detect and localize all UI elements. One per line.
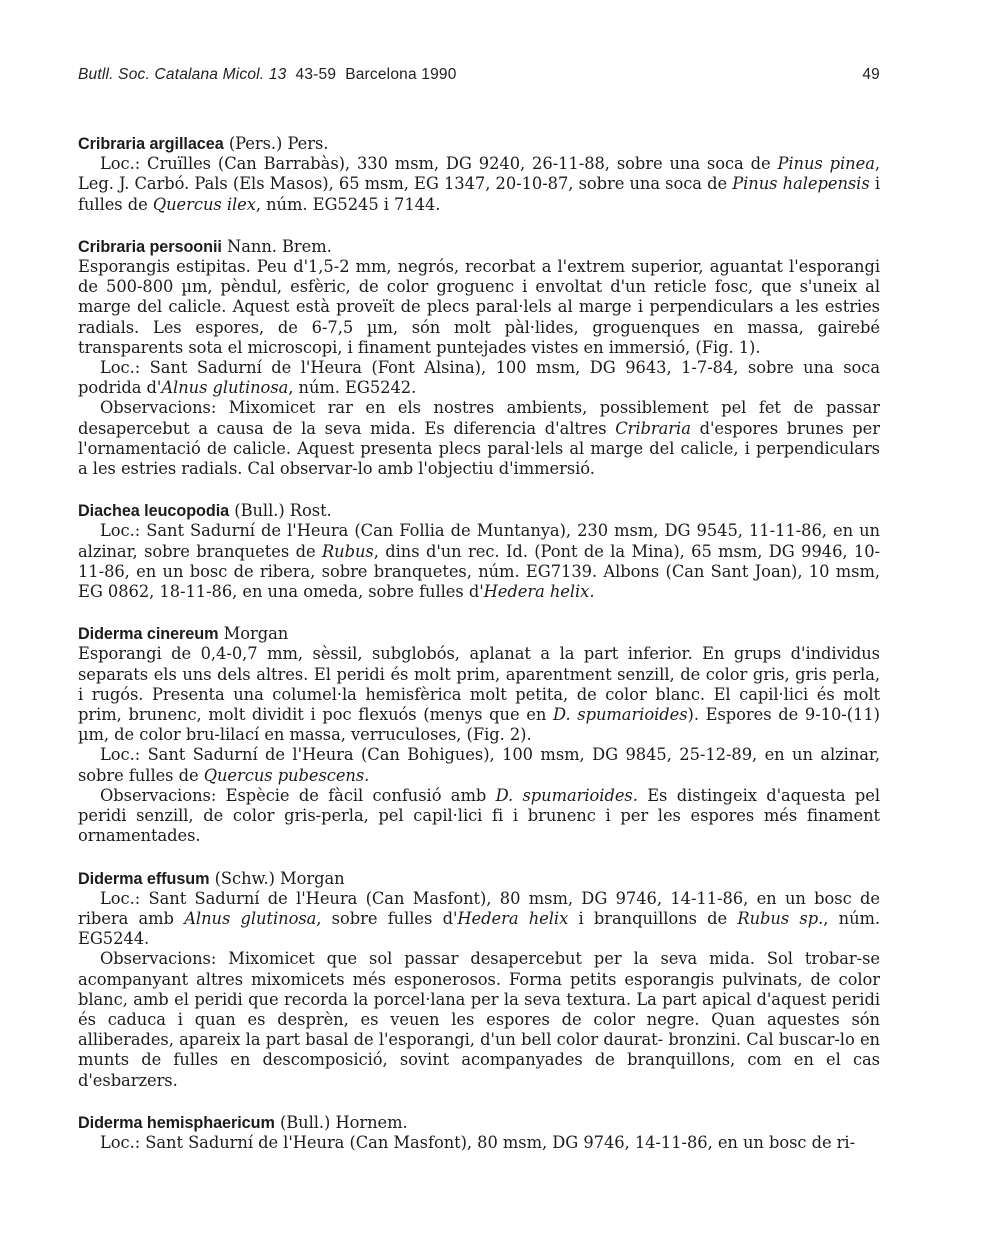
species-authority: (Schw.) Morgan <box>214 868 345 888</box>
species-name: Diderma hemisphaericum <box>78 1113 275 1132</box>
paragraph-text: Loc.: Sant Sadurní de l'Heura (Can Follia de Muntanya), 230 msm, DG 9545, 11-11-86, en un alzinar, sobre branquetes de <box>78 521 880 561</box>
species-entry <box>78 624 880 846</box>
page-number: 49 <box>862 66 880 83</box>
paragraph-text: i fulles de <box>78 174 880 214</box>
species-name: Diachea leucopodia <box>78 502 230 521</box>
species-authority: (Bull.) Rost. <box>234 501 332 521</box>
species-heading <box>78 1113 880 1133</box>
italic-taxon-text: Rubus <box>321 541 374 561</box>
species-heading <box>78 501 880 521</box>
entry-paragraph <box>78 154 880 215</box>
entry-paragraph <box>78 949 880 1090</box>
paragraph-text: , Leg. J. Carbó. Pals (Els Masos), 65 msm, EG 1347, 20-10-87, sobre una soca de <box>78 154 880 194</box>
paragraph-text: i branquillons de <box>568 908 738 928</box>
paragraph-text: Esporangis estipitas. Peu d'1,5-2 mm, negrós, recorbat a l'extrem superior, aguantat l'esporangi de 500-800 µm, pèndul, esfèric, de color groguenc i envoltat d'un reticle fosc, que s'uneix al marge del calicle. Aquest està proveït de plecs paral·lels al marge i perpendiculars a les estries radials. Les espores, de 6-7,5 µm, són molt pàl·lides, groguenques en massa, gairebé transparents sota el microscopi, i finament puntejades vistes en immersió, (Fig. 1). <box>78 257 880 357</box>
italic-taxon-text: D. spumarioides. <box>495 785 638 805</box>
species-authority: (Pers.) Pers. <box>228 134 329 153</box>
paragraph-text: , núm. EG5245 i 7144. <box>255 194 441 214</box>
entry-paragraph <box>78 257 880 358</box>
paragraph-text: Loc.: Sant Sadurní de l'Heura (Can Masfont), 80 msm, DG 9746, 14-11-86, en un bosc de ri- <box>100 1132 856 1152</box>
italic-taxon-text: Quercus ilex <box>152 194 256 214</box>
species-entry <box>78 501 880 602</box>
italic-taxon-text: Alnus glutinosa <box>161 378 289 398</box>
species-entry <box>78 134 880 215</box>
italic-taxon-text: Quercus pubescens. <box>203 765 370 785</box>
italic-taxon-text: Hedera helix. <box>483 582 595 602</box>
italic-taxon-text: Hedera helix <box>457 908 569 928</box>
species-heading <box>78 134 880 154</box>
italic-taxon-text: Alnus glutinosa <box>184 908 317 928</box>
entry-paragraph <box>78 889 880 950</box>
italic-taxon-text: Pinus pinea <box>777 154 875 174</box>
paragraph-text: Observacions: Espècie de fàcil confusió amb <box>100 785 496 805</box>
species-name: Cribraria argillacea <box>78 135 224 153</box>
species-heading <box>78 869 880 889</box>
italic-taxon-text: Pinus halepensis <box>732 174 870 194</box>
entry-paragraph <box>78 521 880 602</box>
italic-taxon-text: Cribraria <box>615 418 691 438</box>
journal-pages: 43-59 <box>295 66 337 83</box>
paragraph-text: ). Espores de 9-10-(11) µm, de color bru-lilací en massa, verruculoses, (Fig. 2). <box>78 705 880 745</box>
italic-taxon-text: D. spumarioides <box>553 705 688 725</box>
entry-paragraph <box>78 1133 880 1153</box>
paragraph-text: , núm. EG5244. <box>78 908 881 949</box>
article-body <box>78 134 880 1175</box>
species-authority: (Bull.) Hornem. <box>279 1112 408 1132</box>
paragraph-text: Loc.: Sant Sadurní de l'Heura (Font Alsina), 100 msm, DG 9643, 1-7-84, sobre una soca podrida d' <box>78 358 880 398</box>
paragraph-text: , dins d'un rec. Id. (Pont de la Mina), 65 msm, DG 9946, 10-11-86, en un bosc de ribera, sobre branquetes, núm. EG7139. Albons (Can Sant Joan), 10 msm, EG 0862, 18-11-86, en una omeda, sobre fulles d' <box>78 541 880 602</box>
paragraph-text: Loc.: Sant Sadurní de l'Heura (Can Bohigues), 100 msm, DG 9845, 25-12-89, en un alzinar, sobre fulles de <box>78 745 880 785</box>
italic-taxon-text: Rubus sp. <box>737 908 824 928</box>
entry-paragraph <box>78 358 880 398</box>
entry-paragraph <box>78 745 880 785</box>
entry-paragraph <box>78 644 880 745</box>
species-authority: Nann. Brem. <box>227 236 332 256</box>
entry-paragraph <box>78 398 880 479</box>
journal-place-year: Barcelona 1990 <box>345 66 457 83</box>
paragraph-text: Observacions: Mixomicet que sol passar desapercebut per la seva mida. Sol trobar-se acompanyant altres mixomicets més esponerosos. Forma petits esporangis pulvinats, de color blanc, amb el peridi que recorda la porcel·lana per la seva textura. La part apical d'aquest peridi és caduca i quan es desprèn, es veuen les espores de color negre. Quan aquestes són alliberades, apareix la part basal de l'esporangi, d'un bell color daurat- bronzini. Cal buscar-lo en munts de fulles en descomposició, sovint acompanyades de branquillons, com en el cas d'esbarzers. <box>78 949 880 1090</box>
paragraph-text: Es distingeix d'aquesta pel peridi senzill, de color gris-perla, pel capil·lici fi i brunenc i per les espores més finament ornamentades. <box>78 785 880 846</box>
species-name: Diderma effusum <box>78 869 210 888</box>
species-name: Cribraria persoonii <box>78 237 222 256</box>
journal-volume: 13 <box>268 66 287 83</box>
species-heading <box>78 624 880 644</box>
species-entry <box>78 869 880 1091</box>
species-authority: Morgan <box>223 624 289 644</box>
species-name: Diderma cinereum <box>78 625 219 644</box>
species-heading <box>78 237 880 257</box>
journal-title: Butll. Soc. Catalana Micol. <box>78 66 265 83</box>
paragraph-text: Observacions: Mixomicet rar en els nostres ambients, possiblement pel fet de passar desapercebut a causa de la seva mida. Es diferencia d'altres <box>78 398 880 438</box>
paragraph-text: , sobre fulles d' <box>316 908 458 928</box>
paragraph-text: d'espores brunes per l'ornamentació de calicle. Aquest presenta plecs paral·lels al marge del calicle, i perpendiculars a les estries radials. Cal observar-lo amb l'objectiu d'immersió. <box>78 418 880 479</box>
paragraph-text: Loc.: Cruïlles (Can Barrabàs), 330 msm, DG 9240, 26-11-88, sobre una soca de <box>100 154 778 174</box>
entry-paragraph <box>78 786 880 847</box>
paragraph-text: , núm. EG5242. <box>288 378 417 398</box>
paragraph-text: Esporangi de 0,4-0,7 mm, sèssil, subglobós, aplanat a la part inferior. En grups d'individus separats els uns dels altres. El peridi és molt prim, aparentment senzill, de color gris, gris perla, i rugós. Presenta una columel·la hemisfèrica molt petita, de color blanc. El capil·lici és molt prim, brunenc, molt dividit i poc flexuós (menys que en <box>78 644 880 725</box>
paragraph-text: Loc.: Sant Sadurní de l'Heura (Can Masfont), 80 msm, DG 9746, 14-11-86, en un bosc de ribera amb <box>78 888 880 928</box>
species-entry <box>78 1113 880 1153</box>
journal-citation <box>78 66 457 84</box>
species-entry <box>78 237 880 479</box>
running-header <box>78 66 880 90</box>
